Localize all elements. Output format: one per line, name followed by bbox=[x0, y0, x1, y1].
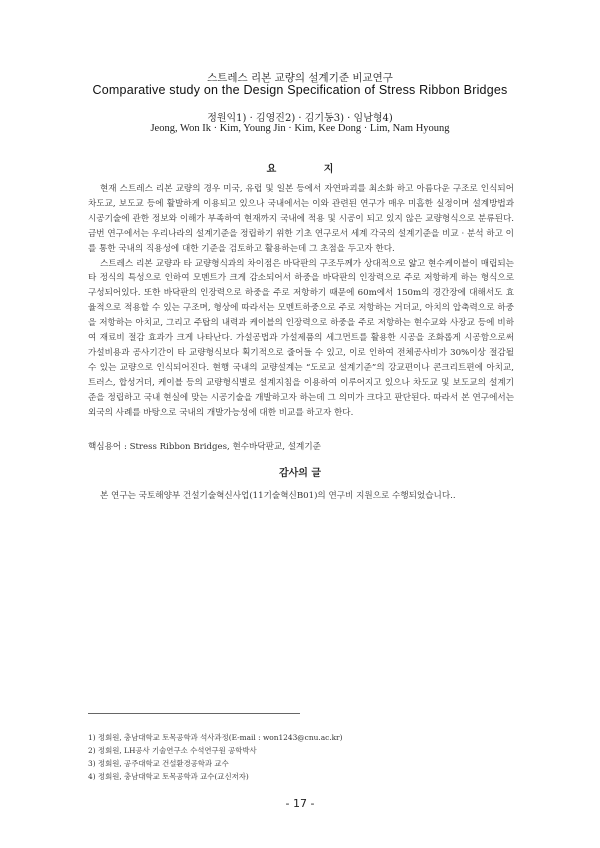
title-english: Comparative study on the Design Specification of Stress Ribbon Bridges bbox=[92, 83, 508, 97]
footnote-divider bbox=[88, 713, 300, 714]
page-number: - 17 - bbox=[285, 797, 315, 810]
footnote-2: 2) 정회원, LH공사 기술연구소 수석연구원 공학박사 bbox=[88, 746, 257, 755]
footnote-1: 1) 정회원, 충남대학교 토목공학과 석사과정(E-mail : won1243@cnu.ac.kr) bbox=[88, 733, 343, 742]
keywords: 핵심용어 : Stress Ribbon Bridges, 현수바닥판교, 설계기준 bbox=[88, 442, 321, 452]
authors-english: Jeong, Won Ik · Kim, Young Jin · Kim, Kee Dong · Lim, Nam Hyoung bbox=[150, 123, 450, 134]
footnotes bbox=[88, 731, 528, 783]
authors-korean: 정원익1) · 김영진2) · 김기동3) · 임남형4) bbox=[207, 113, 393, 124]
acknowledgement-text: 본 연구는 국토해양부 건설기술혁신사업(11기술혁신B01)의 연구비 지원으로 수행되었습니다.. bbox=[100, 491, 456, 501]
footnote-3: 3) 정회원, 공주대학교 건설환경공학과 교수 bbox=[88, 759, 229, 768]
abstract-paragraph-1: 현재 스트레스 리본 교량의 경우 미국, 유럽 및 일본 등에서 자연파괴를 최소화 하고 아름다운 구조로 인식되어 차도교, 보도교 등에 활발하게 이용되고 있으나 국내에서는 이와 관련된 연구가 매우 미흡한 실정이며 설계방법과 시공기술에 관한 정보와 이해가 부족하여 현재까지 국내에 적용 및 시공이 되고 있지 않은 교량형식으로 분류된다. 금번 연구에서는 우리나라의 설계기준을 정립하기 위한 기초 연구로서 세계 각국의 설계기준을 비교 · 분석 하고 이를 통한 국내의 직용성에 대한 기준을 검토하고 활용하는데 그 초점을 두고자 한다. bbox=[88, 184, 514, 254]
abstract-paragraph-2: 스트레스 리본 교량과 타 교량형식과의 차이점은 바닥판의 구조두께가 상대적으로 얇고 현수케이블이 매립되는 타 정식의 특성으로 인하여 모멘트가 크게 감소되어서 하중을 바닥판의 인장력으로 주로 저항하게 하는 형식으로 구성되어있다. 또한 바닥판의 인장력으로 하중을 주로 저항하기 때문에 60m에서 150m의 경간장에 대해서도 효율적으로 적용할 수 있는 구조며, 형상에 따라서는 모멘트하중으로 주로 저항하는 거더교, 아치의 압축력으로 하중을 저항하는 아치교, 그리고 주탑의 내력과 케이블의 인장력으로 하중을 주로 저항하는 현수교와 사장교 등에 비하여 재료비 절감 효과가 크게 나타난다. 가설공법과 가설제품의 세그먼트를 활용한 시공을 조화롭게 시공함으로써 가설비용과 공사기간이 타 교량형식보다 획기적으로 줄어들 수 있고, 이로 인하여 전체공사비가 30%이상 절감될 수 있는 교량으로 인식되어진다. 현행 국내의 교량설계는 “도로교 설계기준”의 강교편이나 콘크리트편에 아치교, 트러스, 합성거더, 케이블 등의 교량형식별로 설계지침을 이용하여 이루어지고 있으나 차도교 및 보도교의 설계기준을 정립하고 국내 현실에 맞는 시공기술을 개발하고자 하는데 그 의미가 크다고 판단된다. 따라서 본 연구에서는 외국의 사례를 바탕으로 국내의 개발가능성에 대한 비교를 하고자 한다. bbox=[88, 258, 514, 418]
abstract-heading: 요 지 bbox=[266, 164, 356, 175]
abstract-body bbox=[88, 182, 514, 421]
acknowledgement-heading: 감사의 글 bbox=[278, 468, 322, 479]
footnote-4: 4) 정회원, 충남대학교 토목공학과 교수(교신저자) bbox=[88, 772, 249, 781]
title-korean: 스트레스 리본 교량의 설계기준 비교연구 bbox=[207, 72, 393, 84]
